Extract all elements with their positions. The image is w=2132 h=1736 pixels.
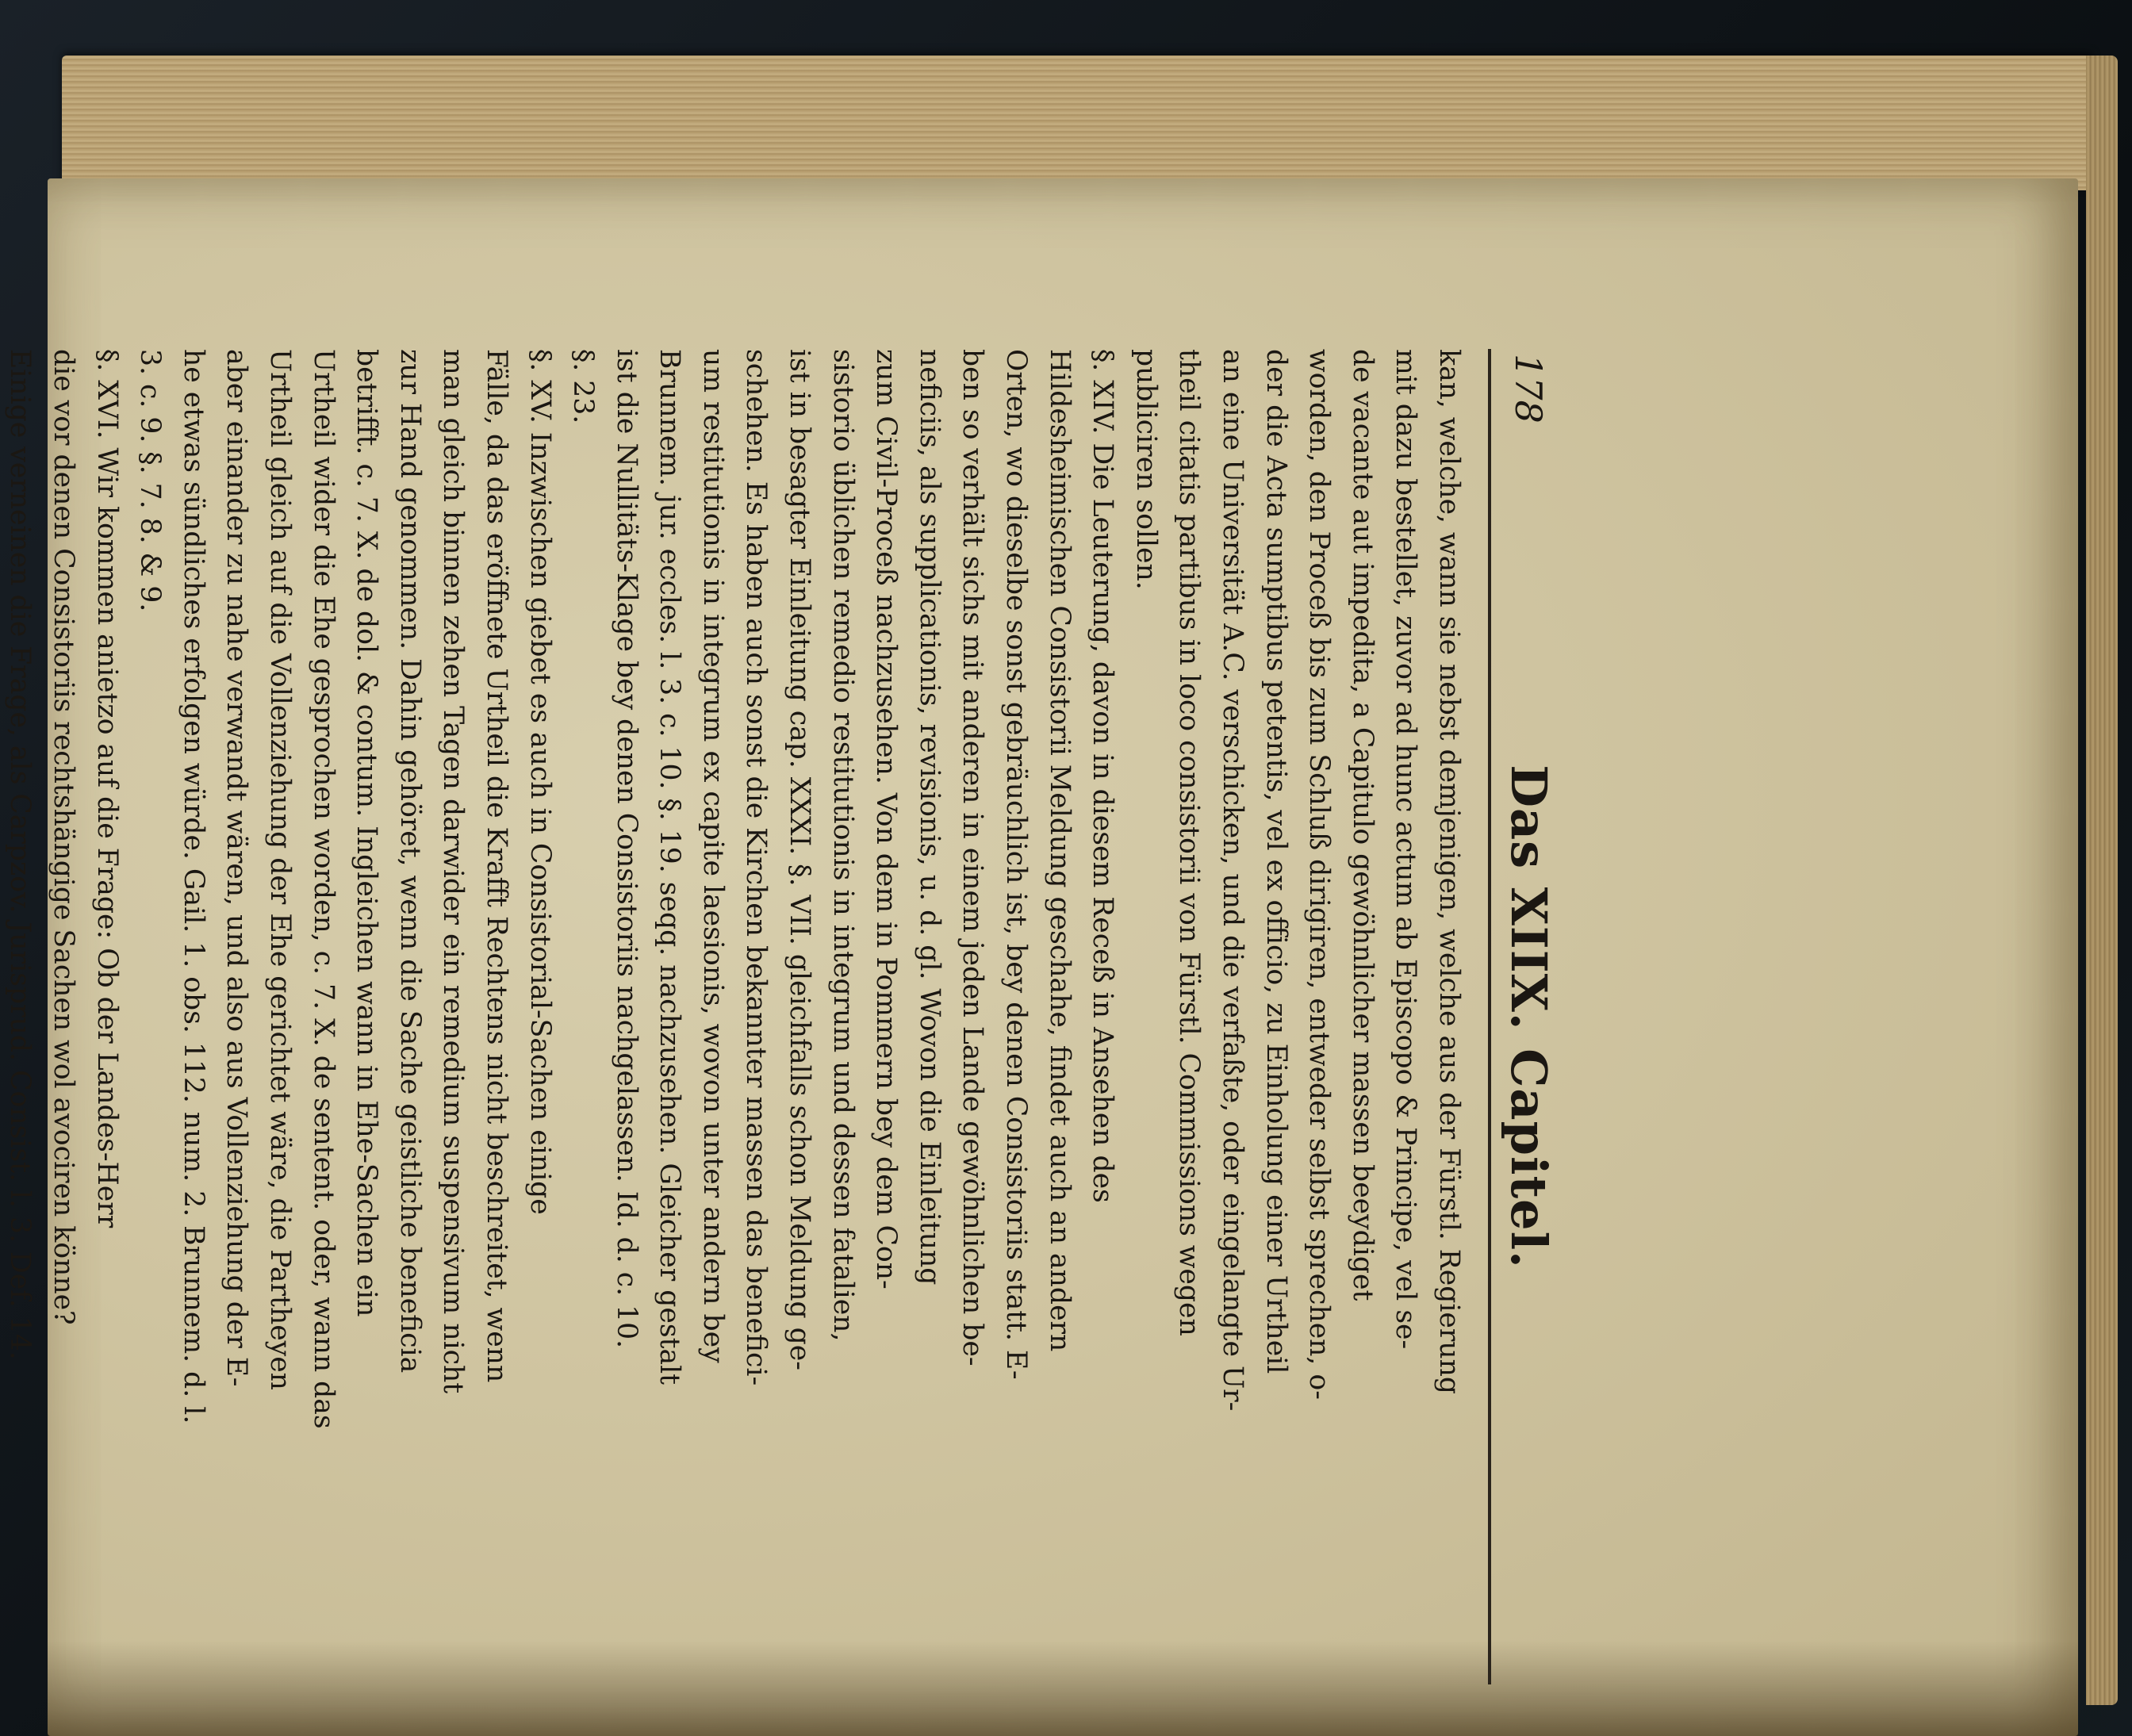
running-head: [1488, 349, 1561, 1684]
paragraph-section-xv: §. XV. Inzwischen giebet es auch in Consistorial-Sachen einige Fälle, da das eröffnete Urtheil die Krafft Rechtens nicht beschreitet, wenn man gleich binnen zehen Tagen darwider ein remedium suspensivum nicht zur Hand genommen. Dahin gehöret, wenn die Sache geistliche beneficia betrifft. c. 7. X. de dol. & contum. Ingleichen wann in Ehe-Sachen ein Urtheil wider die Ehe gesprochen worden, c. 7. X. de sentent. oder, wann das Urtheil gleich auf die Vollenziehung der Ehe gerichtet wäre, die Partheyen aber einander zu nahe verwandt wären, und also aus Vollenziehung der E- he etwas sündliches erfolgen würde. Gail. 1. obs. 112. num. 2. Brunnem. d. l. 3. c. 9. §. 7. 8. & 9.: [134, 349, 556, 1429]
book-fore-edge: [2086, 56, 2118, 1705]
paragraph-section-xvi: §. XVI. Wir kommen anietzo auf die Frage: Ob der Landes-Herr die vor denen Consistoriis rechtshängige Sachen wol avociren könne? Einige verneinen die Frage, als Carpzov. Jurisprud. Consist. l. 3. Def. 14.: [4, 349, 123, 1360]
chapter-title: Das XIIX. Capitel.: [1500, 765, 1558, 1269]
page-number: 178: [1507, 354, 1550, 423]
book-page-edges: [62, 56, 2092, 190]
rotated-text-block: [4, 349, 1561, 1684]
paragraph-continuation: kan, welche, wann sie nebst demjenigen, welche aus der Fürstl. Regierung mit dazu bestellet, zuvor ad hunc actum ab Episcopo & Principe, vel se- de vacante aut impedita, a Capitulo gewöhnlicher massen beeydiget worden, den Proceß bis zum Schluß dirigiren, entweder selbst sprechen, o- der die Acta sumptibus petentis, vel ex officio, zu Einholung einer Urtheil an eine Universität A.C. verschicken, und die verfaßte, oder eingelangte Ur- theil citatis partibus in loco consistorii von Fürstl. Commissions wegen publiciren sollen.: [1129, 349, 1465, 1412]
paragraph-section-xiv: §. XIV. Die Leuterung, davon in diesem Receß in Ansehen des Hildesheimischen Consistorii Meldung geschahe, findet auch an andern Orten, wo dieselbe sonst gebräuchlich ist, bey denen Consistoriis statt. E- ben so verhält sichs mit anderen in einem jeden Lande gewöhnlichen be- neficiis, als supplicationis, revisionis, u. d. gl. Wovon die Einleitung zum Civil-Proceß nachzusehen. Von dem in Pommern bey dem Con- sistorio üblichen remedio restitutionis in integrum und dessen fatalien, ist in besagter Einleitung cap. XXXI. §. VII. gleichfalls schon Meldung ge- schehen. Es haben auch sonst die Kirchen bekannter massen das benefici- um restitutionis in integrum ex capite laesionis, wovon unter andern bey Brunnem. jur. eccles. l. 3. c. 10. §. 19. seqq. nachzusehen. Gleicher gestalt ist die Nullitäts-Klage bey denen Consistoriis nachgelassen. Id. d. c. 10. §. 23.: [567, 349, 1119, 1386]
